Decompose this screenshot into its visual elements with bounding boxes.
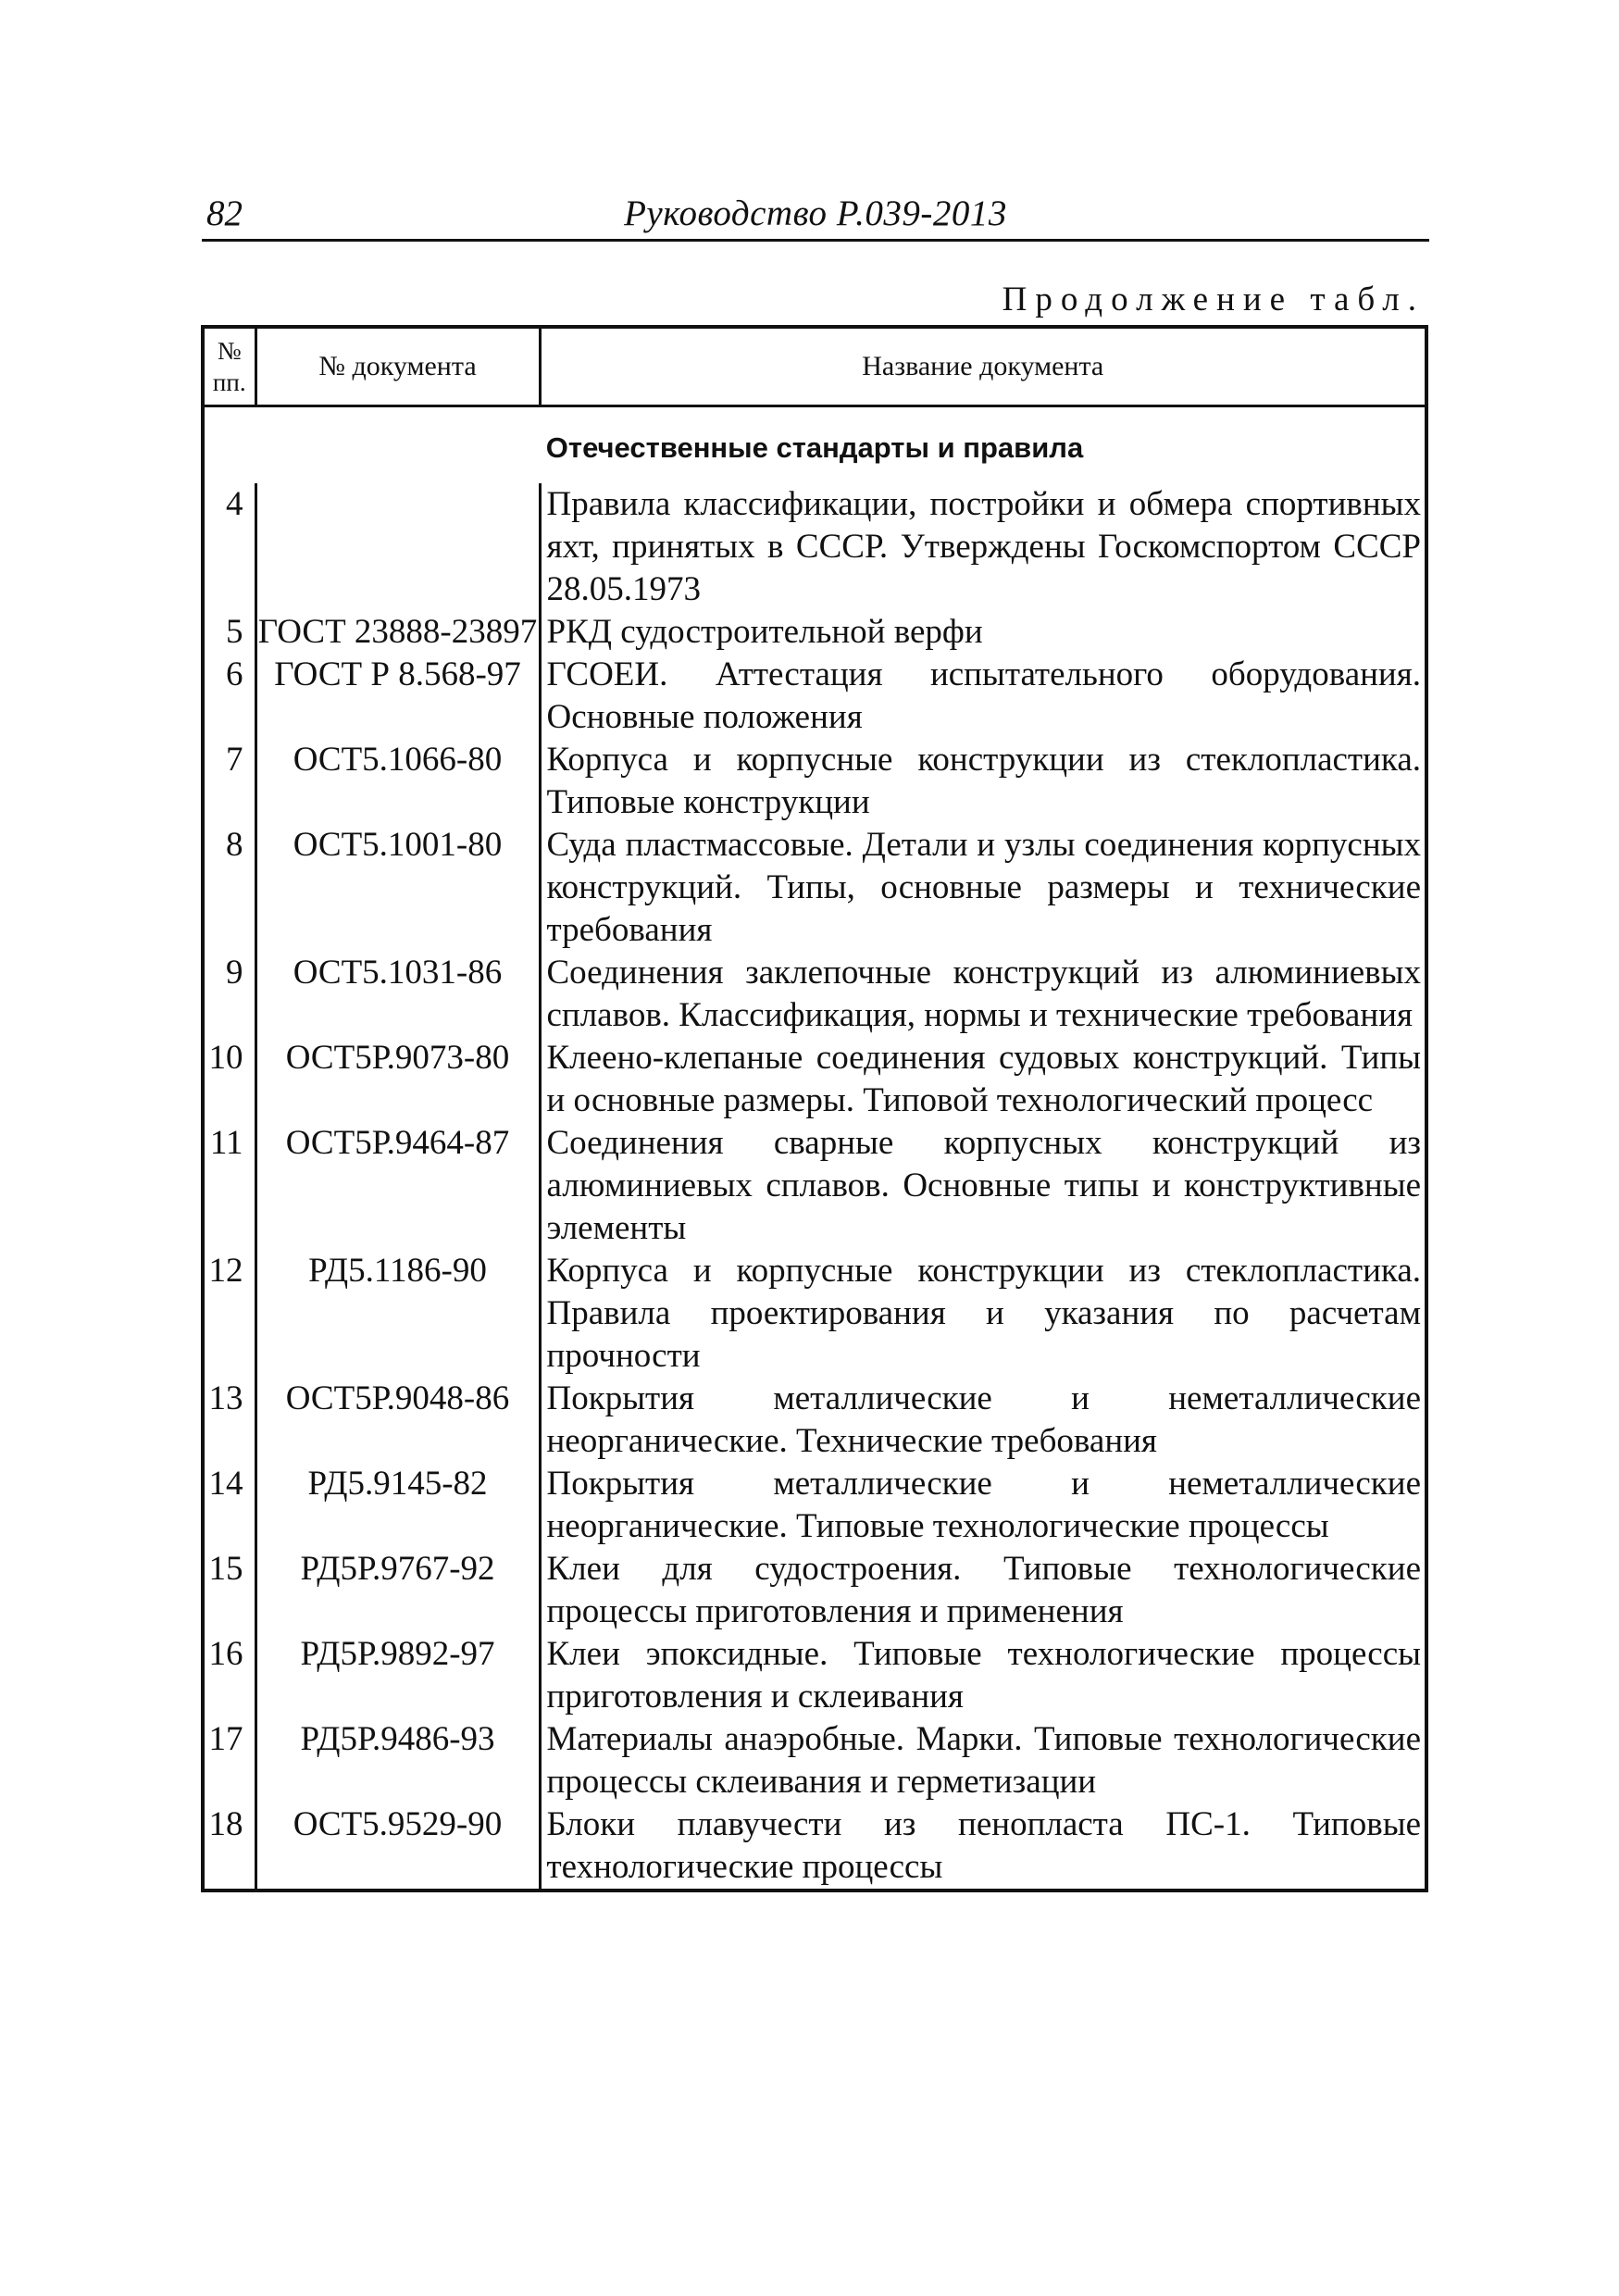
table-row [203,654,1426,739]
row-number: 18 [203,1803,255,1890]
table-continuation-label: Продолжение табл. [1002,281,1425,318]
document-code: ОСТ5Р.9073-80 [255,1037,540,1122]
document-title: Клеи эпоксидные. Типовые технологические процессы приготовления и склеивания [546,1635,1421,1716]
document-title: Клеено-клепаные соединения судовых конструкций. Типы и основные размеры. Типовой технологический процесс [546,1039,1421,1119]
row-number: 17 [203,1718,255,1803]
document-title: РКД судостроительной верфи [546,613,983,651]
document-code: ОСТ5.1001-80 [255,824,540,952]
document-code [255,483,540,611]
table-row [203,952,1426,1037]
row-number: 13 [203,1378,255,1463]
column-header-document-title: Название документа [540,327,1426,406]
section-row [203,406,1426,484]
table-row [203,1037,1426,1122]
row-number: 7 [203,739,255,824]
row-number: 9 [203,952,255,1037]
running-title: Руководство Р.039-2013 [624,193,1007,233]
document-code: ОСТ5.1066-80 [255,739,540,824]
document-code: РД5.9145-82 [255,1463,540,1548]
document-code: ОСТ5.9529-90 [255,1803,540,1890]
document-code: ГОСТ Р 8.568-97 [255,654,540,739]
table-row [203,1718,1426,1803]
column-header-document-code: № документа [255,327,540,406]
table-row [203,1463,1426,1548]
document-title: Суда пластмассовые. Детали и узлы соединения корпусных конструкций. Типы, основные размеры и технические требования [546,826,1421,949]
table-row [203,1250,1426,1378]
document-title: Правила классификации, постройки и обмера спортивных яхт, принятых в СССР. Утверждены Госкомспортом СССР 28.05.1973 [546,485,1421,608]
document-title: Корпуса и корпусные конструкции из стеклопластика. Правила проектирования и указания по расчетам прочности [546,1252,1421,1375]
row-number: 4 [203,483,255,611]
document-title: Покрытия металлические и неметаллические неорганические. Типовые технологические процессы [546,1465,1421,1545]
document-title: Соединения заклепочные конструкций из алюминиевых сплавов. Классификация, нормы и технические требования [546,954,1421,1034]
document-title: ГСОЕИ. Аттестация испытательного оборудования. Основные положения [546,655,1421,736]
document-title: Материалы анаэробные. Марки. Типовые технологические процессы склеивания и герметизации [546,1720,1421,1801]
document-title: Покрытия металлические и неметаллические неорганические. Технические требования [546,1379,1421,1460]
row-number: 5 [203,611,255,654]
row-number: 16 [203,1633,255,1718]
row-number: 6 [203,654,255,739]
column-header-number-line1: № [217,337,242,365]
row-number: 11 [203,1122,255,1250]
document-code: РД5.1186-90 [255,1250,540,1378]
column-header-number [203,327,255,406]
document-code: ОСТ5Р.9464-87 [255,1122,540,1250]
document-title: Соединения сварные корпусных конструкций из алюминиевых сплавов. Основные типы и конструктивные элементы [546,1124,1421,1247]
table-row [203,1548,1426,1633]
table-header-row [203,327,1426,406]
section-title: Отечественные стандарты и правила [545,431,1084,464]
document-code: ОСТ5.1031-86 [255,952,540,1037]
table-row [203,611,1426,654]
page-number: 82 [206,193,243,233]
row-number: 14 [203,1463,255,1548]
document-code: ГОСТ 23888-23897 [255,611,540,654]
page-header [202,181,1429,242]
row-number: 15 [203,1548,255,1633]
table-row [203,483,1426,611]
document-title: Корпуса и корпусные конструкции из стеклопластика. Типовые конструкции [546,741,1421,821]
table-row [203,1378,1426,1463]
documents-table [201,325,1428,1892]
row-number: 12 [203,1250,255,1378]
document-code: РД5Р.9767-92 [255,1548,540,1633]
document-title: Блоки плавучести из пенопласта ПС-1. Типовые технологические процессы [546,1805,1421,1886]
table-row [203,1803,1426,1890]
table-row [203,824,1426,952]
column-header-number-line2: пп. [212,368,246,396]
row-number: 10 [203,1037,255,1122]
document-code: РД5Р.9892-97 [255,1633,540,1718]
table-row [203,739,1426,824]
document-code: ОСТ5Р.9048-86 [255,1378,540,1463]
document-title: Клеи для судостроения. Типовые технологические процессы приготовления и применения [546,1550,1421,1630]
document-code: РД5Р.9486-93 [255,1718,540,1803]
row-number: 8 [203,824,255,952]
table-row [203,1122,1426,1250]
table-row [203,1633,1426,1718]
